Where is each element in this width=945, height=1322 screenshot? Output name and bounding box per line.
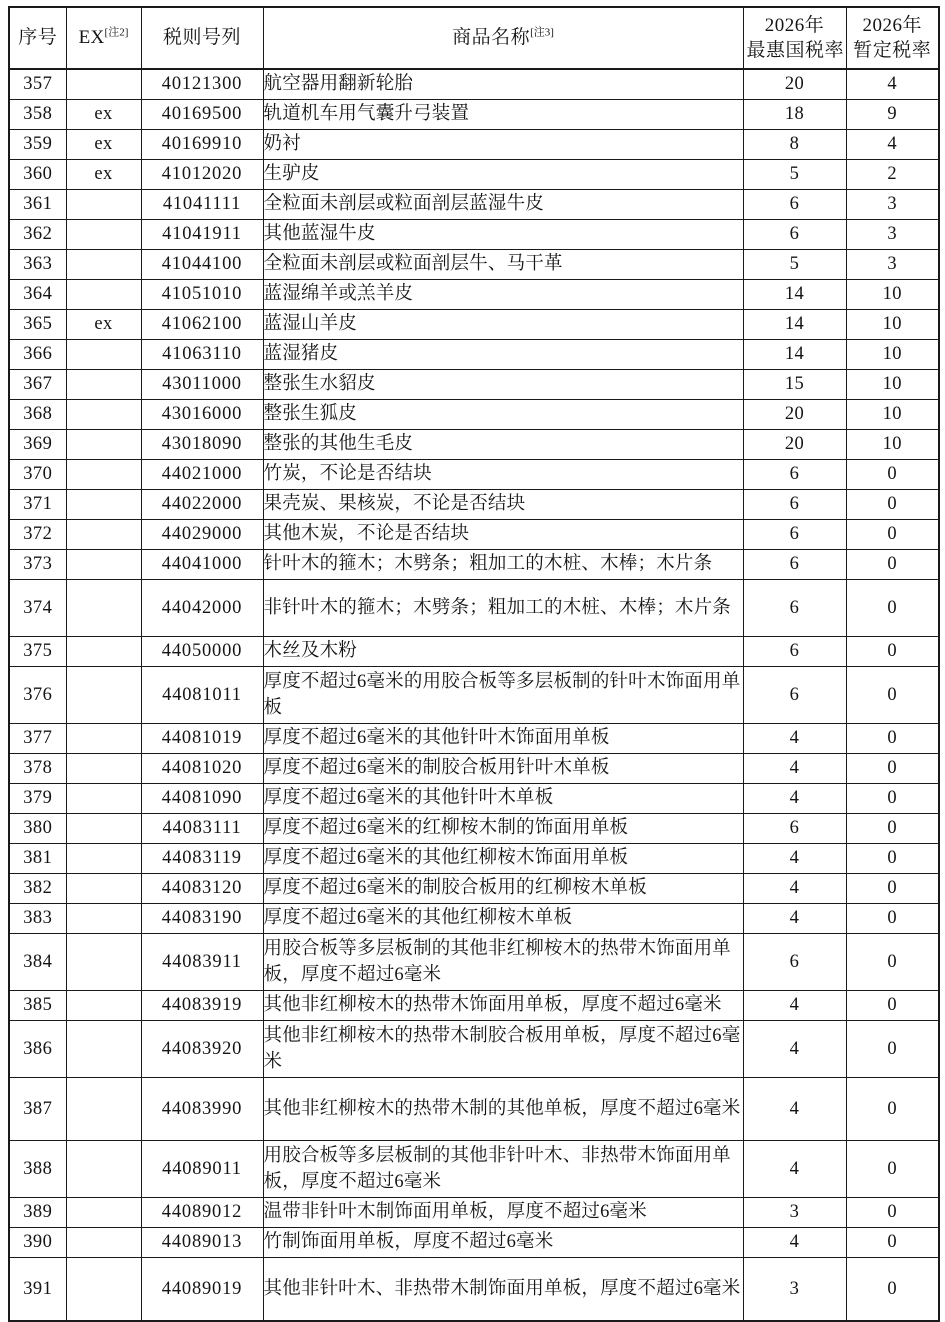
- cell-ex: [66, 370, 141, 400]
- cell-sequence: 367: [9, 370, 66, 400]
- table-row: [9, 400, 939, 430]
- cell-mfn-rate: 4: [743, 874, 846, 904]
- cell-sequence: 358: [9, 100, 66, 130]
- cell-ex: [66, 1258, 141, 1322]
- table-row: [9, 637, 939, 667]
- cell-commodity-name: 厚度不超过6毫米的制胶合板用针叶木单板: [263, 754, 743, 784]
- cell-tariff-code: 44081090: [141, 784, 263, 814]
- cell-ex: [66, 904, 141, 934]
- cell-sequence: 391: [9, 1258, 66, 1322]
- cell-mfn-rate: 20: [743, 69, 846, 100]
- cell-ex: [66, 724, 141, 754]
- cell-tariff-code: 40169500: [141, 100, 263, 130]
- cell-provisional-rate: 0: [846, 991, 939, 1021]
- cell-ex: [66, 637, 141, 667]
- cell-commodity-name: 针叶木的箍木；木劈条；粗加工的木桩、木棒；木片条: [263, 550, 743, 580]
- cell-commodity-name: 蓝湿猪皮: [263, 340, 743, 370]
- table-row: [9, 280, 939, 310]
- cell-mfn-rate: 5: [743, 250, 846, 280]
- column-header-ex-label: EX: [78, 27, 105, 49]
- cell-commodity-name: 果壳炭、果核炭，不论是否结块: [263, 490, 743, 520]
- cell-tariff-code: 44050000: [141, 637, 263, 667]
- cell-provisional-rate: 10: [846, 400, 939, 430]
- cell-tariff-code: 44081019: [141, 724, 263, 754]
- cell-ex: [66, 844, 141, 874]
- cell-provisional-rate: 0: [846, 1198, 939, 1228]
- cell-ex: [66, 580, 141, 637]
- cell-ex: [66, 430, 141, 460]
- cell-provisional-rate: 3: [846, 220, 939, 250]
- cell-sequence: 368: [9, 400, 66, 430]
- cell-commodity-name: 非针叶木的箍木；木劈条；粗加工的木桩、木棒；木片条: [263, 580, 743, 637]
- table-row: [9, 69, 939, 100]
- table-row: [9, 100, 939, 130]
- cell-tariff-code: 44089013: [141, 1228, 263, 1258]
- cell-ex: [66, 1141, 141, 1198]
- cell-provisional-rate: 3: [846, 190, 939, 220]
- cell-provisional-rate: 0: [846, 637, 939, 667]
- table-row: [9, 250, 939, 280]
- cell-provisional-rate: 0: [846, 460, 939, 490]
- cell-commodity-name: 生驴皮: [263, 160, 743, 190]
- cell-mfn-rate: 4: [743, 904, 846, 934]
- column-header-tariff-code-label: 税则号列: [162, 27, 241, 49]
- cell-ex: [66, 280, 141, 310]
- cell-provisional-rate: 0: [846, 1021, 939, 1078]
- cell-mfn-rate: 6: [743, 220, 846, 250]
- cell-tariff-code: 44021000: [141, 460, 263, 490]
- table-row: [9, 520, 939, 550]
- cell-sequence: 381: [9, 844, 66, 874]
- cell-mfn-rate: 4: [743, 754, 846, 784]
- cell-provisional-rate: 10: [846, 430, 939, 460]
- cell-ex: [66, 250, 141, 280]
- cell-mfn-rate: 4: [743, 784, 846, 814]
- cell-tariff-code: 44083190: [141, 904, 263, 934]
- cell-ex: [66, 874, 141, 904]
- cell-commodity-name: 厚度不超过6毫米的用胶合板等多层板制的针叶木饰面用单板: [263, 667, 743, 724]
- table-row: [9, 991, 939, 1021]
- cell-tariff-code: 41012020: [141, 160, 263, 190]
- cell-sequence: 357: [9, 69, 66, 100]
- cell-mfn-rate: 4: [743, 1141, 846, 1198]
- column-header-mfn-rate: [743, 7, 846, 69]
- cell-sequence: 366: [9, 340, 66, 370]
- cell-provisional-rate: 0: [846, 490, 939, 520]
- table-row: [9, 1078, 939, 1141]
- table-row: [9, 784, 939, 814]
- table-header: [9, 7, 939, 69]
- cell-sequence: 362: [9, 220, 66, 250]
- cell-provisional-rate: 4: [846, 69, 939, 100]
- cell-commodity-name: 其他木炭，不论是否结块: [263, 520, 743, 550]
- cell-sequence: 387: [9, 1078, 66, 1141]
- cell-commodity-name: 厚度不超过6毫米的其他针叶木饰面用单板: [263, 724, 743, 754]
- cell-mfn-rate: 6: [743, 667, 846, 724]
- cell-ex: [66, 520, 141, 550]
- column-header-tariff-code: [141, 7, 263, 69]
- cell-commodity-name: 木丝及木粉: [263, 637, 743, 667]
- cell-mfn-rate: 4: [743, 724, 846, 754]
- cell-tariff-code: 41063110: [141, 340, 263, 370]
- cell-mfn-rate: 20: [743, 400, 846, 430]
- table-row: [9, 1021, 939, 1078]
- cell-tariff-code: 44089012: [141, 1198, 263, 1228]
- cell-tariff-code: 44081020: [141, 754, 263, 784]
- cell-ex: [66, 220, 141, 250]
- cell-sequence: 375: [9, 637, 66, 667]
- cell-ex: [66, 934, 141, 991]
- cell-ex: ex: [66, 310, 141, 340]
- cell-mfn-rate: 6: [743, 934, 846, 991]
- table-header-row: [9, 7, 939, 69]
- cell-provisional-rate: 3: [846, 250, 939, 280]
- cell-tariff-code: 44083111: [141, 814, 263, 844]
- cell-mfn-rate: 4: [743, 1078, 846, 1141]
- table-row: [9, 370, 939, 400]
- cell-sequence: 389: [9, 1198, 66, 1228]
- cell-commodity-name: 奶衬: [263, 130, 743, 160]
- table-row: [9, 460, 939, 490]
- cell-sequence: 385: [9, 991, 66, 1021]
- cell-sequence: 360: [9, 160, 66, 190]
- table-row: [9, 430, 939, 460]
- cell-tariff-code: 40169910: [141, 130, 263, 160]
- cell-mfn-rate: 4: [743, 991, 846, 1021]
- cell-tariff-code: 43011000: [141, 370, 263, 400]
- cell-provisional-rate: 9: [846, 100, 939, 130]
- cell-sequence: 378: [9, 754, 66, 784]
- table-row: [9, 844, 939, 874]
- cell-mfn-rate: 6: [743, 637, 846, 667]
- cell-mfn-rate: 4: [743, 1228, 846, 1258]
- cell-commodity-name: 其他蓝湿牛皮: [263, 220, 743, 250]
- column-header-sequence-label: 序号: [18, 27, 58, 49]
- table-row: [9, 130, 939, 160]
- cell-mfn-rate: 6: [743, 550, 846, 580]
- cell-ex: [66, 400, 141, 430]
- cell-mfn-rate: 6: [743, 190, 846, 220]
- cell-tariff-code: 44022000: [141, 490, 263, 520]
- table-row: [9, 874, 939, 904]
- cell-tariff-code: 40121300: [141, 69, 263, 100]
- cell-mfn-rate: 14: [743, 310, 846, 340]
- cell-provisional-rate: 0: [846, 1141, 939, 1198]
- cell-provisional-rate: 10: [846, 340, 939, 370]
- cell-commodity-name: 厚度不超过6毫米的制胶合板用的红柳桉木单板: [263, 874, 743, 904]
- table-row: [9, 490, 939, 520]
- column-header-commodity-name: [263, 7, 743, 69]
- cell-tariff-code: 44089011: [141, 1141, 263, 1198]
- cell-sequence: 374: [9, 580, 66, 637]
- cell-ex: [66, 340, 141, 370]
- cell-commodity-name: 其他非红柳桉木的热带木制胶合板用单板，厚度不超过6毫米: [263, 1021, 743, 1078]
- cell-tariff-code: 41041111: [141, 190, 263, 220]
- cell-provisional-rate: 0: [846, 520, 939, 550]
- cell-commodity-name: 厚度不超过6毫米的红柳桉木制的饰面用单板: [263, 814, 743, 844]
- cell-mfn-rate: 6: [743, 814, 846, 844]
- cell-tariff-code: 44083919: [141, 991, 263, 1021]
- column-header-sequence: [9, 7, 66, 69]
- cell-commodity-name: 其他非针叶木、非热带木制饰面用单板，厚度不超过6毫米: [263, 1258, 743, 1322]
- cell-ex: [66, 784, 141, 814]
- table-row: [9, 1141, 939, 1198]
- cell-mfn-rate: 3: [743, 1258, 846, 1322]
- cell-provisional-rate: 4: [846, 130, 939, 160]
- cell-provisional-rate: 0: [846, 550, 939, 580]
- table-row: [9, 1198, 939, 1228]
- cell-commodity-name: 竹制饰面用单板，厚度不超过6毫米: [263, 1228, 743, 1258]
- cell-ex: [66, 490, 141, 520]
- cell-sequence: 373: [9, 550, 66, 580]
- cell-mfn-rate: 14: [743, 340, 846, 370]
- cell-tariff-code: 43018090: [141, 430, 263, 460]
- table-row: [9, 814, 939, 844]
- cell-sequence: 376: [9, 667, 66, 724]
- column-header-mfn-rate-year: 2026年: [764, 14, 825, 36]
- cell-provisional-rate: 10: [846, 310, 939, 340]
- cell-ex: ex: [66, 160, 141, 190]
- table-row: [9, 934, 939, 991]
- cell-commodity-name: 温带非针叶木制饰面用单板，厚度不超过6毫米: [263, 1198, 743, 1228]
- cell-provisional-rate: 0: [846, 934, 939, 991]
- cell-provisional-rate: 0: [846, 1078, 939, 1141]
- cell-mfn-rate: 5: [743, 160, 846, 190]
- cell-ex: ex: [66, 100, 141, 130]
- cell-mfn-rate: 20: [743, 430, 846, 460]
- cell-ex: [66, 1198, 141, 1228]
- cell-provisional-rate: 0: [846, 874, 939, 904]
- cell-commodity-name: 整张的其他生毛皮: [263, 430, 743, 460]
- cell-sequence: 388: [9, 1141, 66, 1198]
- cell-tariff-code: 44083920: [141, 1021, 263, 1078]
- cell-sequence: 363: [9, 250, 66, 280]
- table-row: [9, 904, 939, 934]
- cell-sequence: 379: [9, 784, 66, 814]
- cell-mfn-rate: 18: [743, 100, 846, 130]
- cell-tariff-code: 41051010: [141, 280, 263, 310]
- cell-tariff-code: 44083990: [141, 1078, 263, 1141]
- cell-sequence: 370: [9, 460, 66, 490]
- cell-sequence: 382: [9, 874, 66, 904]
- column-header-ex-note: [注2]: [104, 27, 129, 40]
- cell-tariff-code: 44041000: [141, 550, 263, 580]
- cell-sequence: 371: [9, 490, 66, 520]
- table-row: [9, 340, 939, 370]
- cell-ex: ex: [66, 130, 141, 160]
- cell-sequence: 361: [9, 190, 66, 220]
- table-row: [9, 220, 939, 250]
- cell-tariff-code: 41041911: [141, 220, 263, 250]
- cell-provisional-rate: 0: [846, 754, 939, 784]
- cell-commodity-name: 航空器用翻新轮胎: [263, 69, 743, 100]
- cell-commodity-name: 全粒面未剖层或粒面剖层牛、马干革: [263, 250, 743, 280]
- cell-commodity-name: 全粒面未剖层或粒面剖层蓝湿牛皮: [263, 190, 743, 220]
- cell-sequence: 364: [9, 280, 66, 310]
- cell-provisional-rate: 0: [846, 844, 939, 874]
- cell-provisional-rate: 0: [846, 904, 939, 934]
- cell-provisional-rate: 0: [846, 1258, 939, 1322]
- cell-mfn-rate: 3: [743, 1198, 846, 1228]
- cell-mfn-rate: 6: [743, 580, 846, 637]
- cell-commodity-name: 其他非红柳桉木的热带木饰面用单板，厚度不超过6毫米: [263, 991, 743, 1021]
- cell-sequence: 390: [9, 1228, 66, 1258]
- table-row: [9, 580, 939, 637]
- cell-provisional-rate: 0: [846, 580, 939, 637]
- cell-tariff-code: 44081011: [141, 667, 263, 724]
- cell-commodity-name: 轨道机车用气囊升弓装置: [263, 100, 743, 130]
- cell-sequence: 372: [9, 520, 66, 550]
- cell-ex: [66, 1078, 141, 1141]
- column-header-mfn-rate-label: 最惠国税率: [746, 40, 845, 61]
- column-header-ex: [66, 7, 141, 69]
- table-row: [9, 667, 939, 724]
- cell-ex: [66, 69, 141, 100]
- cell-sequence: 377: [9, 724, 66, 754]
- table-row: [9, 754, 939, 784]
- cell-commodity-name: 蓝湿绵羊或羔羊皮: [263, 280, 743, 310]
- cell-commodity-name: 厚度不超过6毫米的其他红柳桉木饰面用单板: [263, 844, 743, 874]
- cell-ex: [66, 667, 141, 724]
- cell-tariff-code: 43016000: [141, 400, 263, 430]
- cell-provisional-rate: 0: [846, 1228, 939, 1258]
- column-header-provisional-rate-year: 2026年: [862, 14, 922, 36]
- column-header-provisional-rate-label: 暂定税率: [853, 40, 932, 61]
- cell-commodity-name: 蓝湿山羊皮: [263, 310, 743, 340]
- cell-sequence: 369: [9, 430, 66, 460]
- table-row: [9, 550, 939, 580]
- cell-tariff-code: 44083120: [141, 874, 263, 904]
- cell-sequence: 386: [9, 1021, 66, 1078]
- table-row: [9, 1228, 939, 1258]
- cell-commodity-name: 竹炭，不论是否结块: [263, 460, 743, 490]
- cell-commodity-name: 厚度不超过6毫米的其他红柳桉木单板: [263, 904, 743, 934]
- cell-sequence: 359: [9, 130, 66, 160]
- cell-commodity-name: 厚度不超过6毫米的其他针叶木单板: [263, 784, 743, 814]
- cell-commodity-name: 用胶合板等多层板制的其他非针叶木、非热带木饰面用单板，厚度不超过6毫米: [263, 1141, 743, 1198]
- cell-provisional-rate: 0: [846, 784, 939, 814]
- cell-provisional-rate: 0: [846, 814, 939, 844]
- cell-ex: [66, 550, 141, 580]
- tariff-table: [8, 6, 940, 1322]
- cell-commodity-name: 用胶合板等多层板制的其他非红柳桉木的热带木饰面用单板，厚度不超过6毫米: [263, 934, 743, 991]
- table-row: [9, 310, 939, 340]
- table-row: [9, 724, 939, 754]
- cell-tariff-code: 44083911: [141, 934, 263, 991]
- cell-ex: [66, 190, 141, 220]
- cell-mfn-rate: 6: [743, 490, 846, 520]
- table-row: [9, 190, 939, 220]
- cell-tariff-code: 41044100: [141, 250, 263, 280]
- cell-ex: [66, 1228, 141, 1258]
- table-row: [9, 160, 939, 190]
- cell-ex: [66, 754, 141, 784]
- cell-mfn-rate: 14: [743, 280, 846, 310]
- cell-tariff-code: 44042000: [141, 580, 263, 637]
- cell-mfn-rate: 6: [743, 520, 846, 550]
- cell-mfn-rate: 15: [743, 370, 846, 400]
- cell-mfn-rate: 6: [743, 460, 846, 490]
- column-header-commodity-name-label: 商品名称: [452, 27, 531, 49]
- table-row: [9, 1258, 939, 1322]
- column-header-provisional-rate: [846, 7, 939, 69]
- cell-ex: [66, 814, 141, 844]
- cell-commodity-name: 其他非红柳桉木的热带木制的其他单板，厚度不超过6毫米: [263, 1078, 743, 1141]
- cell-sequence: 384: [9, 934, 66, 991]
- cell-ex: [66, 991, 141, 1021]
- cell-ex: [66, 1021, 141, 1078]
- table-body: [9, 69, 939, 1321]
- cell-tariff-code: 44083119: [141, 844, 263, 874]
- cell-tariff-code: 44029000: [141, 520, 263, 550]
- cell-provisional-rate: 10: [846, 280, 939, 310]
- cell-provisional-rate: 0: [846, 724, 939, 754]
- cell-ex: [66, 460, 141, 490]
- column-header-commodity-name-note: [注3]: [530, 27, 554, 40]
- cell-commodity-name: 整张生水貂皮: [263, 370, 743, 400]
- cell-tariff-code: 41062100: [141, 310, 263, 340]
- cell-tariff-code: 44089019: [141, 1258, 263, 1322]
- cell-provisional-rate: 0: [846, 667, 939, 724]
- cell-sequence: 383: [9, 904, 66, 934]
- cell-sequence: 380: [9, 814, 66, 844]
- cell-sequence: 365: [9, 310, 66, 340]
- cell-provisional-rate: 2: [846, 160, 939, 190]
- cell-commodity-name: 整张生狐皮: [263, 400, 743, 430]
- cell-mfn-rate: 4: [743, 1021, 846, 1078]
- cell-mfn-rate: 4: [743, 844, 846, 874]
- cell-provisional-rate: 10: [846, 370, 939, 400]
- cell-mfn-rate: 8: [743, 130, 846, 160]
